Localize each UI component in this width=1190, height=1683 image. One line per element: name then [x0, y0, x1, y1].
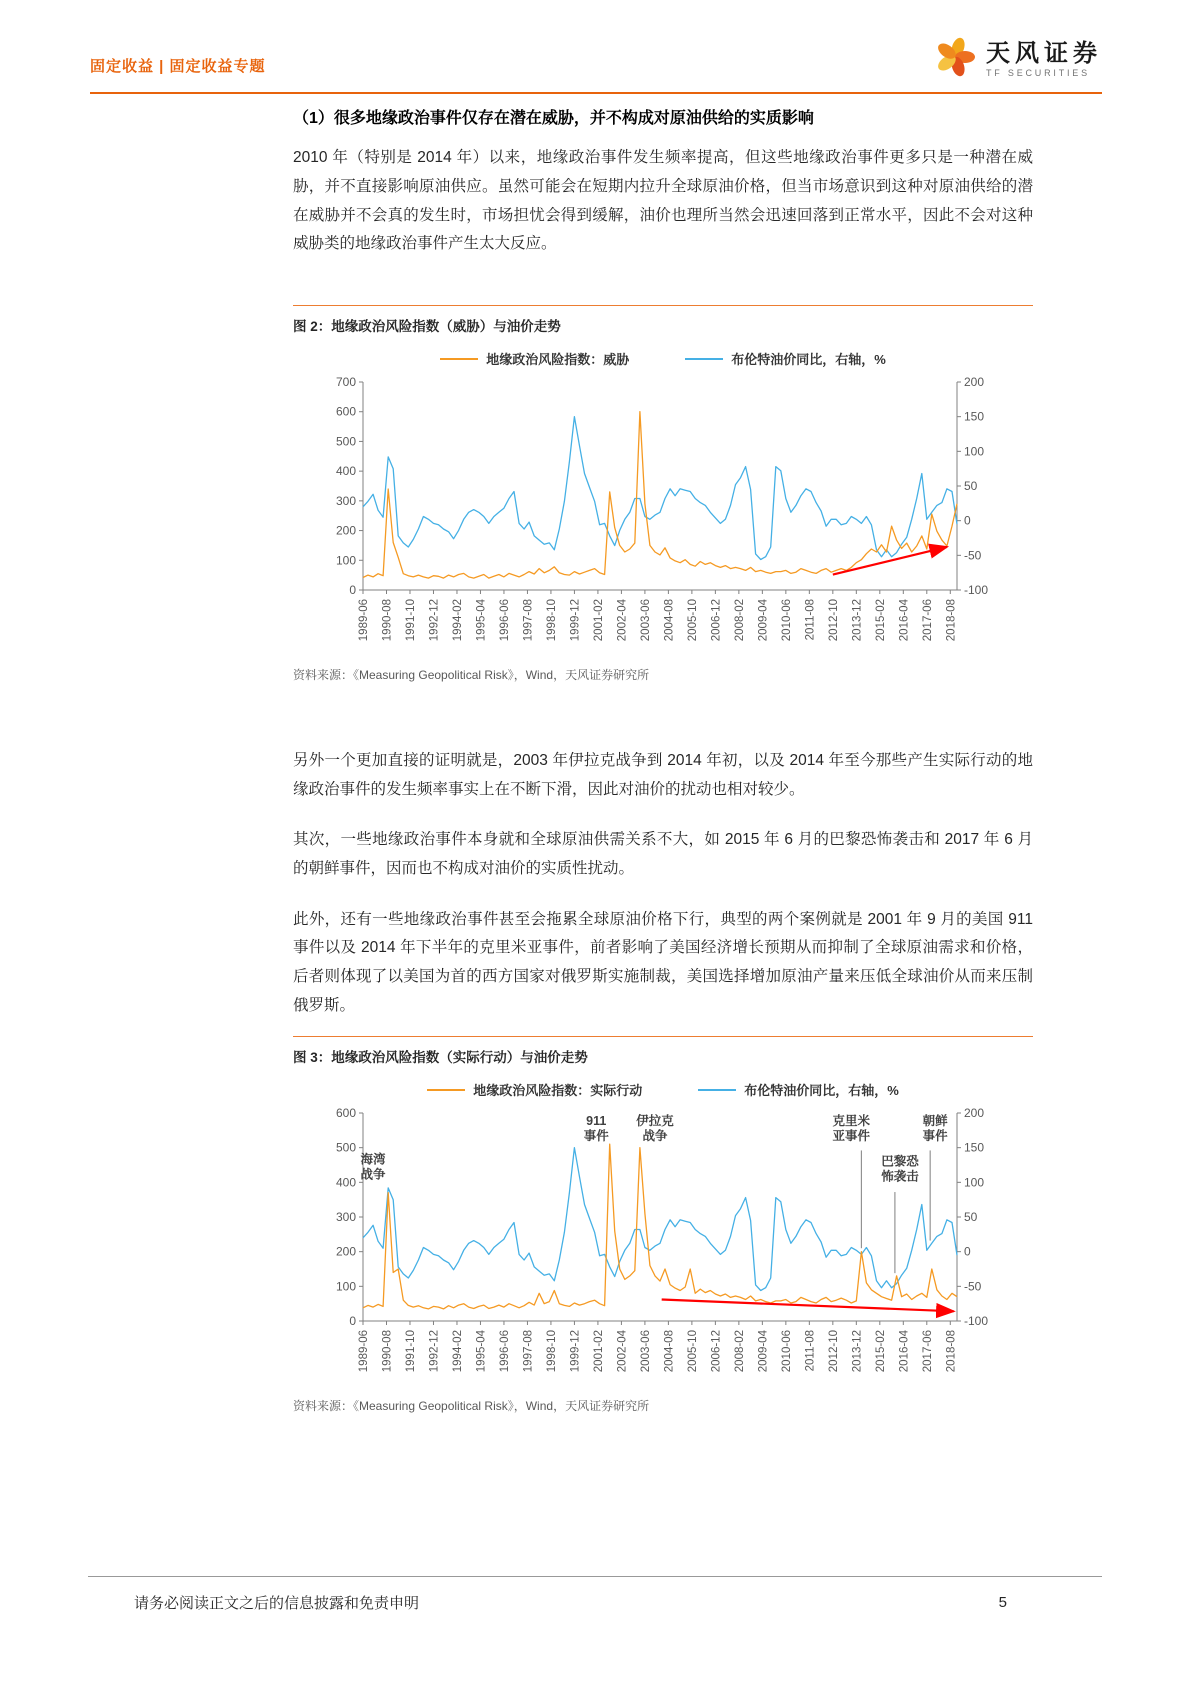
figure3-chart	[317, 1103, 1009, 1391]
svg-text:2002-04: 2002-04	[616, 599, 629, 642]
legend-line-blue	[698, 1089, 736, 1091]
svg-text:100: 100	[335, 1279, 356, 1294]
svg-text:朝鲜事件: 朝鲜事件	[922, 1114, 948, 1144]
figure3-title: 图 3：地缘政治风险指数（实际行动）与油价走势	[293, 1050, 588, 1066]
svg-text:-50: -50	[964, 548, 982, 563]
svg-text:1995-04: 1995-04	[475, 599, 488, 642]
paragraph-1: 2010 年（特别是 2014 年）以来，地缘政治事件发生频率提高，但这些地缘政治事件更多只是一种潜在威胁，并不直接影响原油供应。虽然可能会在短期内拉升全球原油价格，但当市场意识到这种对原油供给的潜在威胁并不会真的发生时，市场担忧会得到缓解，油价也理所当然会迅速回落到正常水平，因此不会对这种威胁类的地缘政治事件产生太大反应。	[293, 149, 1033, 253]
svg-text:2015-02: 2015-02	[874, 1330, 887, 1373]
svg-text:50: 50	[964, 1210, 978, 1225]
svg-text:0: 0	[964, 1245, 971, 1260]
svg-text:1994-02: 1994-02	[451, 1330, 464, 1373]
svg-text:2003-06: 2003-06	[639, 599, 652, 642]
svg-text:2006-12: 2006-12	[710, 599, 723, 642]
svg-text:1992-12: 1992-12	[428, 1330, 441, 1373]
svg-text:2015-02: 2015-02	[874, 599, 887, 642]
svg-text:2008-02: 2008-02	[733, 1330, 746, 1373]
svg-text:2012-10: 2012-10	[827, 599, 840, 642]
svg-text:1990-08: 1990-08	[381, 1330, 394, 1373]
legend-label-brent: 布伦特油价同比，右轴，%	[731, 352, 886, 368]
chart-canvas	[317, 372, 1009, 660]
page-footer	[88, 1576, 1102, 1613]
svg-text:1989-06: 1989-06	[358, 1330, 370, 1373]
figure3-source: 资料来源：《Measuring Geopolitical Risk》，Wind，天风证券研究所	[293, 1399, 650, 1414]
svg-text:2001-02: 2001-02	[592, 599, 605, 642]
svg-text:100: 100	[335, 553, 356, 568]
svg-text:1995-04: 1995-04	[475, 1330, 488, 1373]
svg-text:2002-04: 2002-04	[616, 1330, 629, 1373]
svg-text:2016-04: 2016-04	[898, 1330, 911, 1373]
svg-text:2013-12: 2013-12	[851, 599, 864, 642]
svg-text:2005-10: 2005-10	[686, 1330, 699, 1373]
svg-text:500: 500	[335, 1141, 356, 1156]
svg-text:200: 200	[964, 375, 985, 390]
figure2-chart-area	[293, 349, 1033, 660]
svg-text:2009-04: 2009-04	[757, 599, 770, 642]
svg-text:0: 0	[964, 513, 971, 528]
legend-label-gpr-act: 地缘政治风险指数：实际行动	[473, 1083, 643, 1099]
legend-line-orange	[440, 358, 478, 360]
svg-text:150: 150	[964, 1141, 985, 1156]
svg-text:150: 150	[964, 409, 985, 424]
legend-item-brent	[685, 349, 886, 368]
page-number: 5	[998, 1594, 1007, 1611]
svg-text:200: 200	[964, 1106, 985, 1121]
svg-text:巴黎恐怖袭击: 巴黎恐怖袭击	[881, 1155, 919, 1185]
svg-text:2011-08: 2011-08	[804, 1330, 817, 1372]
section-heading: （1）很多地缘政治事件仅存在潜在威胁，并不构成对原油供给的实质影响	[293, 110, 814, 127]
svg-text:500: 500	[335, 434, 356, 449]
svg-text:1989-06: 1989-06	[358, 599, 370, 642]
legend-label-brent: 布伦特油价同比，右轴，%	[744, 1083, 899, 1099]
tf-logo-icon	[933, 35, 977, 84]
figure3-chart-area	[293, 1080, 1033, 1391]
svg-text:2004-08: 2004-08	[663, 1330, 676, 1373]
figure2-source: 资料来源：《Measuring Geopolitical Risk》，Wind，天风证券研究所	[293, 668, 650, 683]
svg-text:2005-10: 2005-10	[686, 599, 699, 642]
svg-text:2011-08: 2011-08	[804, 599, 817, 641]
figure2-legend	[440, 349, 886, 368]
chart-canvas	[317, 1103, 1009, 1391]
svg-text:50: 50	[964, 479, 978, 494]
svg-text:400: 400	[335, 1175, 356, 1190]
svg-text:1997-08: 1997-08	[522, 1330, 535, 1373]
svg-text:-50: -50	[964, 1279, 982, 1294]
svg-text:2001-02: 2001-02	[592, 1330, 605, 1373]
paragraph-2: 另外一个更加直接的证明就是，2003 年伊拉克战争到 2014 年初，以及 2014 年至今那些产生实际行动的地缘政治事件的发生频率事实上在不断下滑，因此对油价的扰动也相对较少。	[293, 752, 1033, 798]
svg-text:2018-08: 2018-08	[945, 599, 958, 642]
svg-text:2010-06: 2010-06	[780, 599, 793, 642]
svg-text:2017-06: 2017-06	[921, 1330, 934, 1373]
svg-text:2018-08: 2018-08	[945, 1330, 958, 1373]
svg-text:100: 100	[964, 444, 985, 459]
svg-text:1992-12: 1992-12	[428, 599, 441, 642]
svg-text:400: 400	[335, 464, 356, 479]
svg-text:2006-12: 2006-12	[710, 1330, 723, 1373]
svg-text:-100: -100	[964, 1314, 989, 1329]
figure-3	[293, 1036, 1033, 1414]
legend-item-gpr-act	[427, 1080, 642, 1099]
svg-text:海湾战争: 海湾战争	[360, 1152, 386, 1182]
content-column	[293, 108, 1033, 1414]
svg-text:100: 100	[964, 1175, 985, 1190]
svg-text:1996-06: 1996-06	[498, 1330, 511, 1373]
svg-text:600: 600	[335, 404, 356, 419]
legend-label-gpr-threat: 地缘政治风险指数：威胁	[486, 352, 630, 368]
legend-line-orange	[427, 1089, 465, 1091]
figure2-title: 图 2：地缘政治风险指数（威胁）与油价走势	[293, 319, 561, 335]
svg-text:2016-04: 2016-04	[898, 599, 911, 642]
svg-text:2010-06: 2010-06	[780, 1330, 793, 1373]
page-header	[90, 0, 1102, 94]
svg-text:1990-08: 1990-08	[381, 599, 394, 642]
paragraph-3: 其次，一些地缘政治事件本身就和全球原油供需关系不大，如 2015 年 6 月的巴黎恐怖袭击和 2017 年 6 月的朝鲜事件，因而也不构成对油价的实质性扰动。	[293, 831, 1033, 878]
brand-logo	[933, 35, 1102, 84]
legend-item-brent	[698, 1080, 899, 1099]
svg-text:-100: -100	[964, 583, 989, 598]
svg-text:1996-06: 1996-06	[498, 599, 511, 642]
legend-item-gpr-threat	[440, 349, 629, 368]
svg-text:200: 200	[335, 1245, 356, 1260]
svg-text:1997-08: 1997-08	[522, 599, 535, 642]
figure3-legend	[427, 1080, 899, 1099]
brand-name: 天风证券	[986, 39, 1102, 67]
svg-text:300: 300	[335, 493, 356, 508]
svg-text:300: 300	[335, 1210, 356, 1225]
svg-text:2013-12: 2013-12	[851, 1330, 864, 1373]
svg-text:2009-04: 2009-04	[757, 1330, 770, 1373]
svg-text:200: 200	[335, 523, 356, 538]
svg-text:1991-10: 1991-10	[404, 599, 417, 642]
svg-text:2017-06: 2017-06	[921, 599, 934, 642]
svg-text:1991-10: 1991-10	[404, 1330, 417, 1373]
legend-line-blue	[685, 358, 723, 360]
svg-text:911事件: 911 事件	[583, 1114, 609, 1144]
figure2-chart	[317, 372, 1009, 660]
svg-text:0: 0	[349, 583, 356, 598]
svg-text:2003-06: 2003-06	[639, 1330, 652, 1373]
brand-subtitle: TF SECURITIES	[986, 68, 1090, 79]
report-section-label: 固定收益 | 固定收益专题	[90, 58, 266, 75]
svg-text:克里米亚事件: 克里米亚事件	[832, 1114, 871, 1144]
figure-2	[293, 305, 1033, 683]
svg-text:1998-10: 1998-10	[545, 599, 558, 642]
svg-text:2004-08: 2004-08	[663, 599, 676, 642]
svg-text:伊拉克战争: 伊拉克战争	[636, 1114, 674, 1144]
footer-disclaimer: 请务必阅读正文之后的信息披露和免责申明	[134, 1595, 420, 1612]
paragraph-4: 此外，还有一些地缘政治事件甚至会拖累全球原油价格下行，典型的两个案例就是 2001 年 9 月的美国 911 事件以及 2014 年下半年的克里米亚事件，前者影响了美国经济增长预期从而抑制了全球原油需求和价格，后者则体现了以美国为首的西方国家对俄罗斯实施制裁，美国选择增加原油产量来压低全球油价从而来压制俄罗斯。	[293, 910, 1033, 1014]
svg-text:1999-12: 1999-12	[569, 599, 582, 642]
svg-text:1998-10: 1998-10	[545, 1330, 558, 1373]
svg-text:2008-02: 2008-02	[733, 599, 746, 642]
svg-text:1999-12: 1999-12	[569, 1330, 582, 1373]
svg-text:0: 0	[349, 1314, 356, 1329]
svg-text:1994-02: 1994-02	[451, 599, 464, 642]
svg-text:2012-10: 2012-10	[827, 1330, 840, 1373]
svg-text:700: 700	[335, 375, 356, 390]
svg-text:600: 600	[335, 1106, 356, 1121]
